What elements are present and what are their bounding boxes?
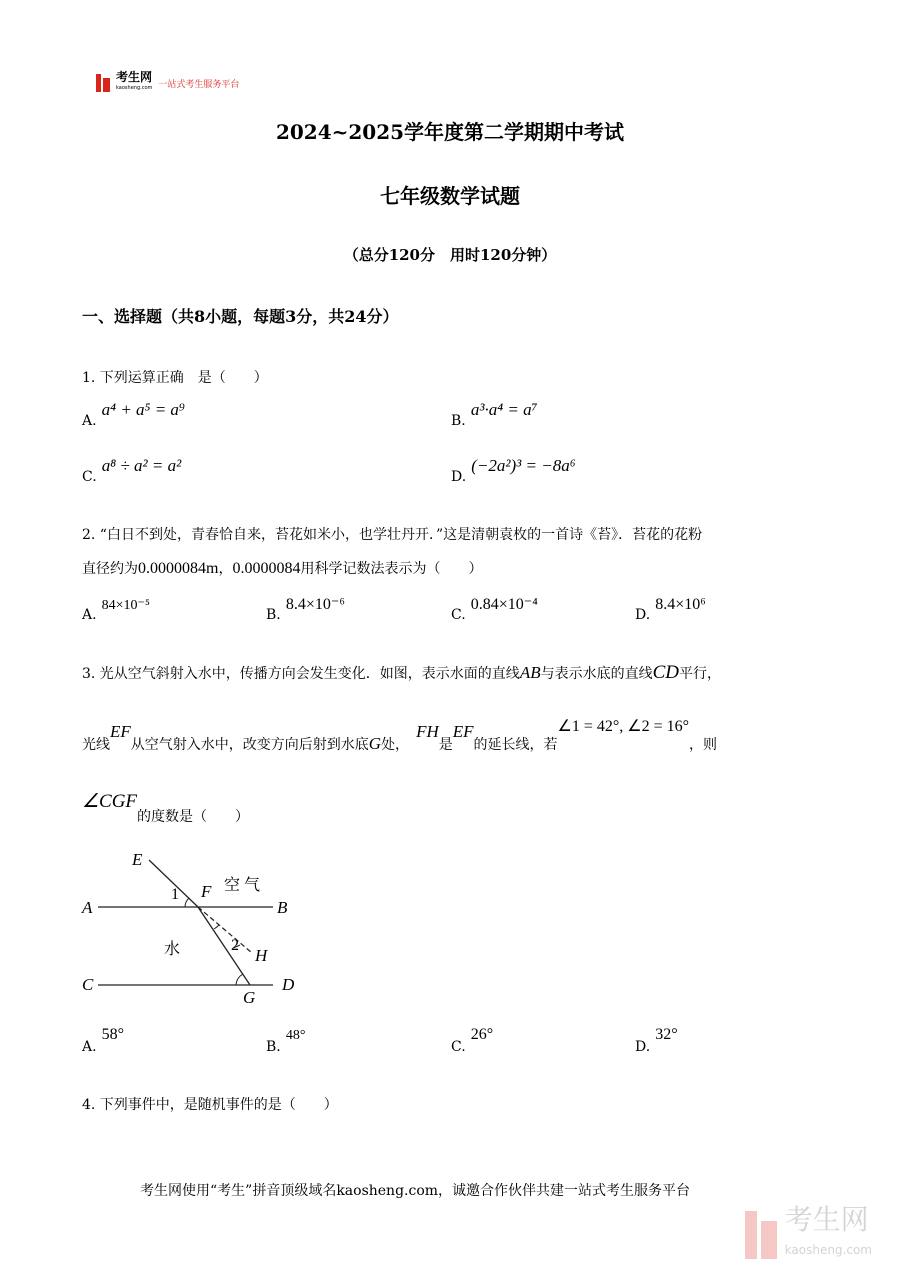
angle-cgf-arc xyxy=(236,974,243,985)
q4-stem: 4. 下列事件中，是随机事件的是（ ） xyxy=(82,1097,338,1113)
label-h: H xyxy=(255,946,268,965)
option-expr: 32° xyxy=(655,1026,678,1043)
option-expr: 48° xyxy=(285,1028,306,1043)
text: 光线 xyxy=(82,737,110,753)
section-heading: 一、选择题（共8小题，每题3分，共24分） xyxy=(82,307,399,326)
option-expr: 26° xyxy=(470,1026,494,1043)
option-expr: (−2a²)³ = −8a⁶ xyxy=(471,456,576,475)
label-b: B xyxy=(277,898,288,917)
number: 0.0000084m xyxy=(138,560,219,577)
angle1-arc xyxy=(185,898,189,907)
text: 直径约为 xyxy=(82,561,138,577)
q1-stem: 1. 下列运算正确 是（ ） xyxy=(82,370,268,386)
label-g: G xyxy=(243,988,256,1007)
math: EF xyxy=(110,722,131,741)
exam-title: 2024~2025学年度第二学期期中考试 xyxy=(275,120,625,144)
text: 的延长线，若 xyxy=(473,737,558,753)
option-label: D. xyxy=(635,1039,651,1055)
label-d: D xyxy=(282,975,295,994)
label-water: 水 xyxy=(164,939,181,958)
option-expr: a⁴ + a⁵ = a⁹ xyxy=(101,400,185,419)
line-fh-dashed xyxy=(198,907,252,953)
option-label: C. xyxy=(451,1039,466,1055)
text: 的度数是（ ） xyxy=(137,809,250,825)
option-expr: 84×10⁻⁵ xyxy=(101,598,150,613)
exam-meta: （总分120分 用时120分钟） xyxy=(343,246,557,264)
math: ∠1 = 42°, ∠2 = 16° xyxy=(557,718,690,735)
label-a: A xyxy=(82,898,93,917)
q3-option-b xyxy=(266,1028,306,1056)
text: ， xyxy=(218,561,233,577)
option-label: A. xyxy=(82,1039,97,1055)
footer-text: 考生网使用“考生”拼音顶级域名kaosheng.com，诚邀合作伙伴共建一站式考生服务平台 xyxy=(140,1183,691,1199)
option-label: D. xyxy=(635,607,651,623)
label-angle-1: 1 xyxy=(171,886,179,903)
option-label: A. xyxy=(82,607,97,623)
logo-url: kaosheng.com xyxy=(116,85,153,91)
label-air: 空气 xyxy=(224,875,265,894)
math: ∠CGF xyxy=(82,791,138,812)
option-label: A. xyxy=(82,413,97,429)
option-expr: 8.4×10⁶ xyxy=(655,596,706,613)
text: ，则 xyxy=(689,737,718,753)
option-label: B. xyxy=(266,607,281,623)
math: EF xyxy=(452,722,474,741)
text: 3. 光从空气斜射入水中，传播方向会发生变化．如图，表示水面的直线 xyxy=(82,666,520,682)
slogan: 一站式考生服务平台 xyxy=(158,79,240,90)
option-expr: 8.4×10⁻⁶ xyxy=(285,596,345,613)
text: 与表示水底的直线 xyxy=(540,666,653,682)
label-f: F xyxy=(201,882,212,901)
math: FH xyxy=(416,722,439,741)
text: 平行， xyxy=(679,666,721,682)
watermark-mark-icon xyxy=(745,1211,777,1259)
angle-arc xyxy=(214,925,219,929)
line-fg xyxy=(198,907,250,985)
math: AB xyxy=(519,663,541,682)
q3-option-c xyxy=(451,1026,494,1056)
logo-name: 考生网 xyxy=(116,70,153,84)
exam-subtitle: 七年级数学试题 xyxy=(380,184,520,208)
text: 处， xyxy=(381,737,403,753)
label-angle-2: 2 xyxy=(231,937,239,954)
label-e: E xyxy=(132,850,143,869)
label-c: C xyxy=(82,975,94,994)
text: 用科学记数法表示为（ ） xyxy=(300,561,483,577)
math: CD xyxy=(652,662,679,683)
q3-option-a xyxy=(82,1026,125,1056)
option-expr: a⁸ ÷ a² = a² xyxy=(101,456,182,475)
text: 从空气射入水中，改变方向后射到水底 xyxy=(130,737,369,753)
option-label: B. xyxy=(266,1039,281,1055)
number: 0.0000084 xyxy=(232,560,301,577)
watermark-logo xyxy=(745,1205,872,1265)
text: 是 xyxy=(438,737,453,753)
q2-stem-line1: 2. “白日不到处，青春恰自来，苔花如米小，也学壮丹开．”这是清朝袁枚的一首诗《苔》．苔花的花粉 xyxy=(82,527,703,543)
option-label: C. xyxy=(82,469,97,485)
watermark-name: 考生网 xyxy=(784,1203,869,1236)
option-expr: a³·a⁴ = a⁷ xyxy=(470,400,538,419)
option-label: D. xyxy=(451,469,467,485)
option-expr: 58° xyxy=(101,1026,125,1043)
option-label: C. xyxy=(451,607,466,623)
math: G xyxy=(368,734,382,753)
option-expr: 0.84×10⁻⁴ xyxy=(470,596,538,613)
option-label: B. xyxy=(451,413,466,429)
q3-option-d xyxy=(635,1026,678,1056)
watermark-url: kaosheng.com xyxy=(784,1243,872,1257)
